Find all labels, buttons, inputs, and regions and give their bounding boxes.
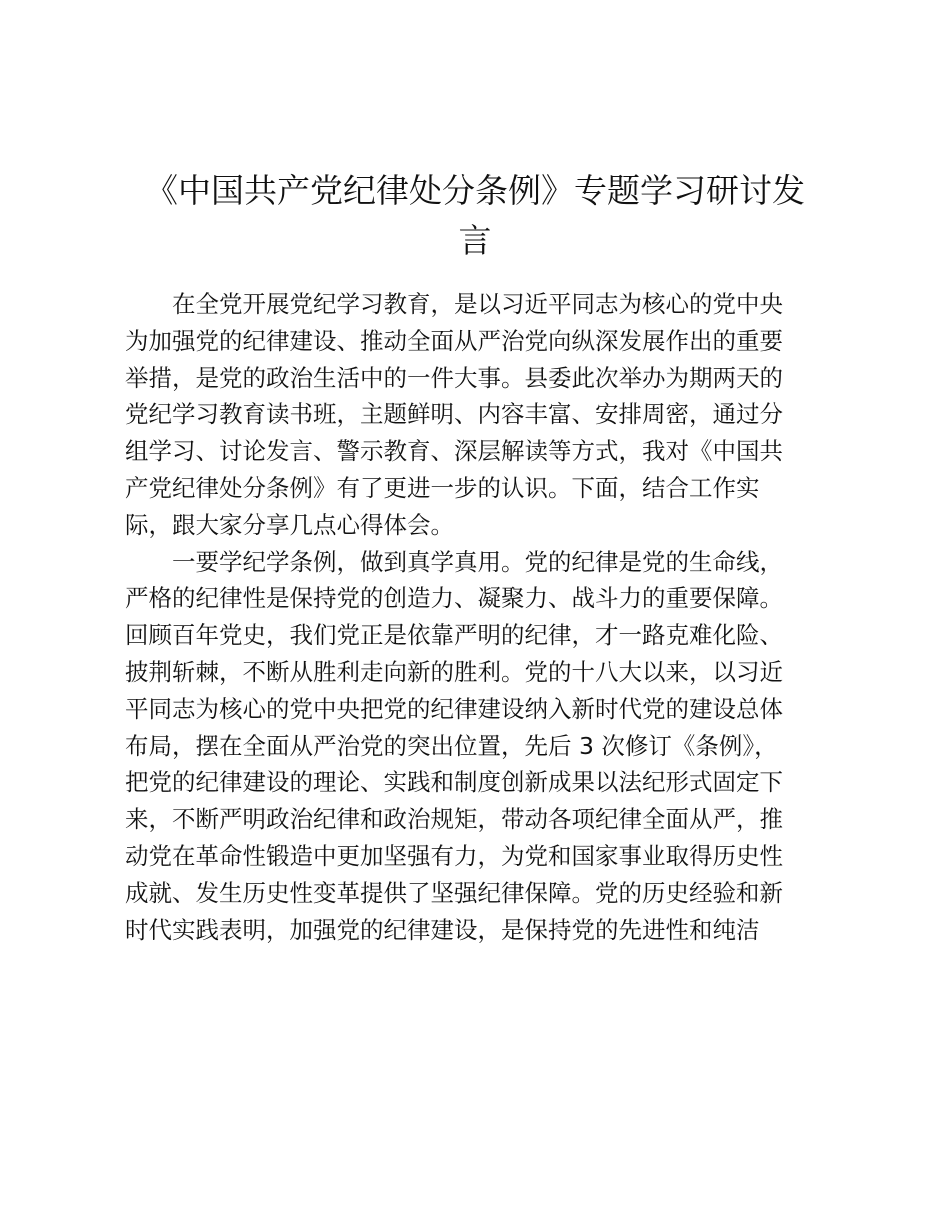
text-line: 来，不断严明政治纪律和政治规矩，带动各项纪律全面从严，推: [125, 805, 783, 834]
text-line: 一要学纪学条例，做到真学真用。党的纪律是党的生命线，: [172, 547, 783, 576]
text-line: 严格的纪律性是保持党的创造力、凝聚力、战斗力的重要保障。: [125, 584, 783, 613]
text-line: 党纪学习教育读书班，主题鲜明、内容丰富、安排周密，通过分: [125, 400, 783, 429]
text-line: 组学习、讨论发言、警示教育、深层解读等方式，我对《中国共: [125, 437, 783, 466]
title-line: 《中国共产党纪律处分条例》专题学习研讨发: [145, 171, 805, 210]
text-line: 成就、发生历史性变革提供了坚强纪律保障。党的历史经验和新: [125, 878, 783, 907]
text-line: 布局，摆在全面从严治党的突出位置，先后 3 次修订《条例》，: [125, 731, 778, 760]
paragraph-intro: [125, 286, 825, 544]
text-line: 际，跟大家分享几点心得体会。: [125, 510, 454, 539]
document-title: [125, 166, 825, 266]
document-body: [125, 286, 825, 948]
text-line: 举措，是党的政治生活中的一件大事。县委此次举办为期两天的: [125, 363, 783, 392]
text-line: 动党在革命性锻造中更加坚强有力，为党和国家事业取得历史性: [125, 841, 783, 870]
text-line: 平同志为核心的党中央把党的纪律建设纳入新时代党的建设总体: [125, 694, 783, 723]
text-line: 披荆斩棘，不断从胜利走向新的胜利。党的十八大以来，以习近: [125, 657, 783, 686]
paragraph-point-one: [125, 544, 825, 949]
text-line: 回顾百年党史，我们党正是依靠严明的纪律，才一路克难化险、: [125, 621, 783, 650]
text-line: 把党的纪律建设的理论、实践和制度创新成果以法纪形式固定下: [125, 768, 783, 797]
text-line: 在全党开展党纪学习教育，是以习近平同志为核心的党中央: [172, 290, 783, 318]
title-line: 言: [458, 221, 492, 260]
text-line: 时代实践表明，加强党的纪律建设，是保持党的先进性和纯洁: [125, 915, 760, 944]
text-line: 为加强党的纪律建设、推动全面从严治党向纵深发展作出的重要: [125, 326, 783, 355]
text-line: 产党纪律处分条例》有了更进一步的认识。下面，结合工作实: [125, 473, 760, 502]
